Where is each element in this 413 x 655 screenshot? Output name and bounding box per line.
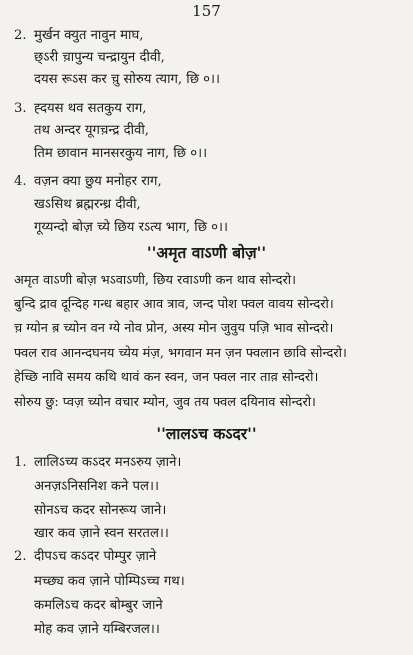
verse-line: सोनऽच कदर सोनरूय जाने।: [34, 503, 167, 518]
prose-line: बुन्दि द्राव दून्दिह गन्ध बहार आव त्राव, जन्द पोश फ्वल वावय सोन्दरो।: [14, 297, 334, 312]
verse-line: छ्ऽरी च़ापुन्य चन्द्रायुन दीवी,: [34, 50, 165, 65]
verse-line: खार कव ज़ाने स्वन सरतल।।: [34, 526, 169, 541]
verse-line: ह्दयस थव सतकुय राग,: [34, 101, 147, 116]
verse-number: 3.: [14, 101, 27, 116]
verse-line: गूय्यन्दो बोज़ च्ये छिय रऽत्य भाग, छि ०।।: [34, 220, 228, 235]
prose-line: फ्वल राव आनन्दघनय च्येय मंज़, भगवान मन ज़न फ्वलान छावि सोन्दरो।: [14, 346, 347, 361]
verse-line: कमलिऽच कदर बोम्बुर जाने: [34, 598, 163, 613]
verse-line: वज़न क्या छुय मनोहर राग,: [34, 174, 162, 189]
verse-line: दीपऽच कऽदर पोम्पुर ज़ाने: [34, 549, 157, 564]
verse-line: दयस रूऽस कर च़ु सोरुय त्याग, छि ०।।: [34, 72, 221, 87]
verse-number: 4.: [14, 174, 27, 189]
prose-line: च़ ग्योन ब़ च्योन वन ग्ये नोव प्रोन, अस्य मोन जुवुय पज़ि भाव सोन्दरो।: [14, 321, 334, 336]
verse-line: लालिऽच्य कऽदर मनऽरुय ज़ाने।: [34, 455, 182, 470]
prose-line: हेच्छि नावि समय कथि थावं कन स्वन, जन फ्वल नार ताव़ सोन्दरो।: [14, 370, 319, 385]
section-heading: ''अमृत वाऽणी बोज़'': [146, 243, 267, 262]
prose-line: अमृत वाऽणी बोज़ भऽवाऽणी, छिय रवाऽणी कन थाव सोन्दरो।: [14, 273, 296, 288]
verse-line: मोह कव ज़ाने यम्बिरजल।।: [34, 622, 160, 637]
verse-line: मुर्खन क्युत नावुन माघ,: [34, 28, 144, 43]
verse-line: अनज़ऽनिसनिश कने पल।।: [34, 479, 159, 494]
verse-number: 2.: [14, 549, 27, 564]
verse-line: तथ अन्दर यूगच़न्द्र दीवी,: [34, 123, 149, 138]
verse-number: 1.: [14, 455, 27, 470]
section-heading: ''लालऽच कऽदर'': [156, 424, 257, 443]
verse-line: खऽसिथ ब्रह्मरन्ध्र दीवी,: [34, 197, 141, 212]
verse-line: मच्छ्य कव ज़ाने पोम्पिऽच्च गथ।: [34, 574, 185, 589]
page-number: 157: [192, 2, 221, 20]
prose-line: सोरुय छु: प्वज़ च्योन वचार म्योन, जुव तय फ्वल दयिनाव सोन्दरो।: [14, 395, 316, 410]
verse-line: तिम छावान मानसरकुय नाग, छि ०।।: [34, 146, 208, 161]
verse-number: 2.: [14, 28, 27, 43]
